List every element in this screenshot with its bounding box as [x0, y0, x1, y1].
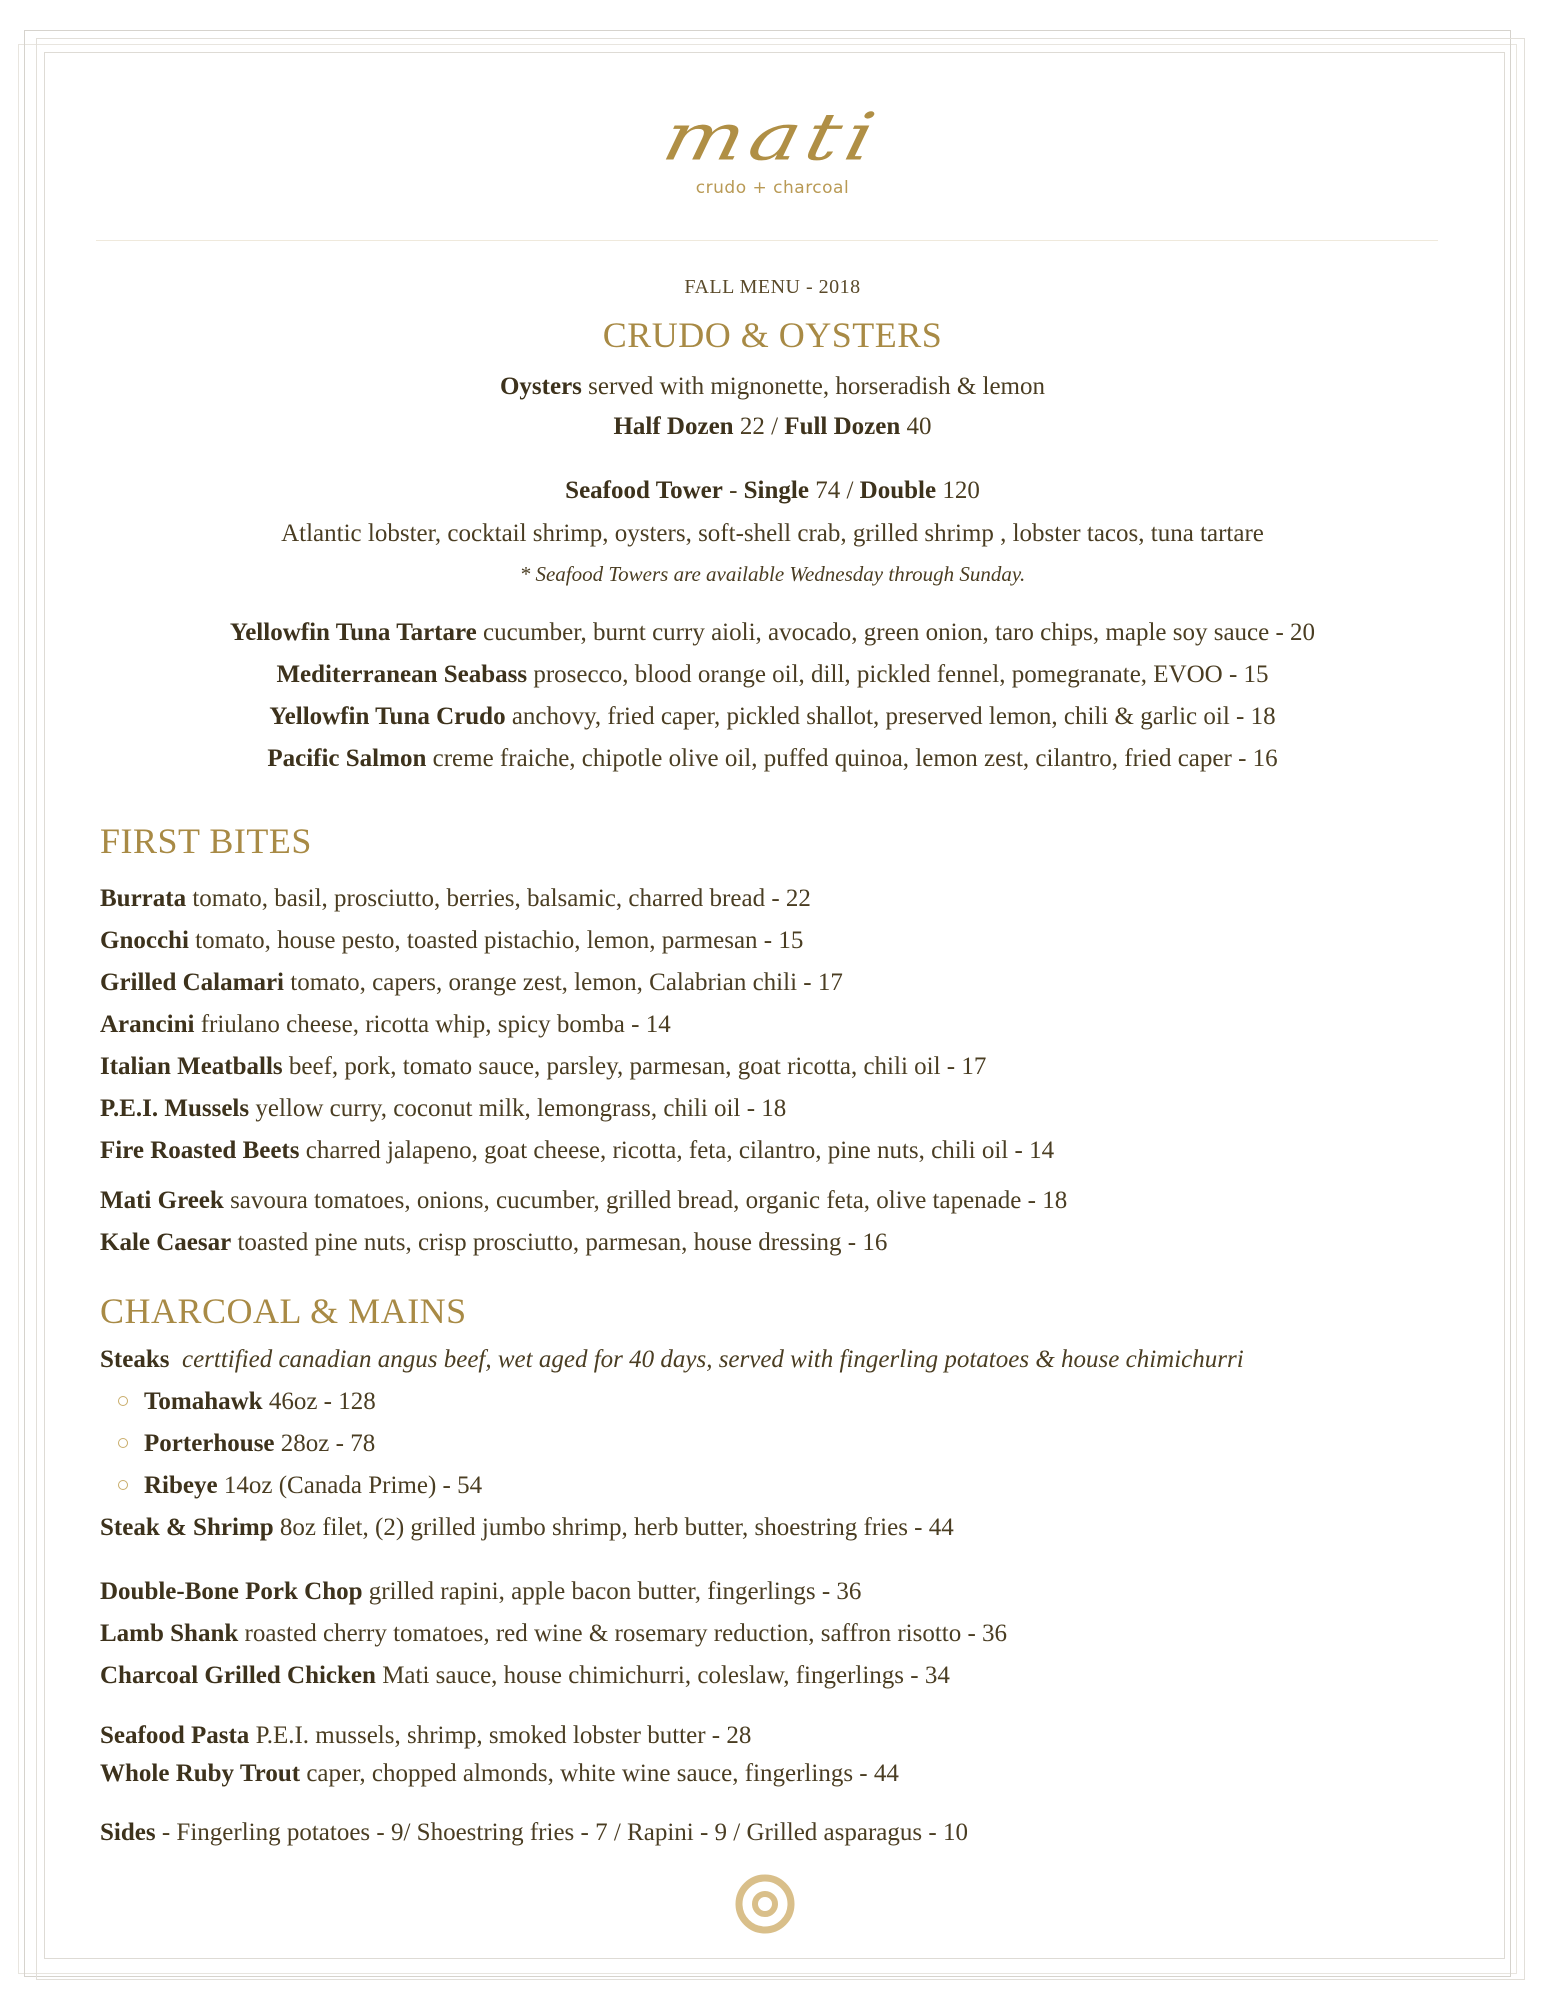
item-name: Kale Caesar	[100, 1229, 232, 1256]
menu-item	[100, 1578, 861, 1606]
item-name: Grilled Calamari	[100, 969, 284, 996]
single-label: Single	[743, 477, 809, 504]
item-name: Mati Greek	[100, 1187, 224, 1214]
sides-line	[100, 1819, 968, 1847]
item-name: Steak & Shrimp	[100, 1514, 274, 1541]
item-name: Whole Ruby Trout	[100, 1760, 301, 1787]
full-dozen-price: 40	[900, 413, 932, 440]
menu-item	[100, 1229, 887, 1257]
section-heading-first-bites: FIRST BITES	[100, 821, 312, 861]
item-name: Gnocchi	[100, 927, 189, 954]
item-name: Charcoal Grilled Chicken	[100, 1662, 376, 1689]
section-heading-mains: CHARCOAL & MAINS	[100, 1291, 467, 1331]
item-name: Ribeye	[144, 1472, 218, 1499]
item-desc: - Fingerling potatoes - 9/ Shoestring fries - 7 / Rapini - 9 / Grilled asparagus - 10	[155, 1819, 968, 1846]
target-emblem-icon	[734, 1873, 796, 1940]
bullet-icon	[118, 1438, 128, 1448]
oysters-line	[0, 373, 1545, 401]
menu-item	[0, 703, 1545, 731]
item-desc: toasted pine nuts, crisp prosciutto, parmesan, house dressing - 16	[231, 1229, 888, 1256]
menu-item	[0, 619, 1545, 647]
item-name: Steaks	[100, 1346, 170, 1373]
item-desc: served with mignonette, horseradish & lemon	[581, 373, 1046, 400]
item-desc: 46oz - 128	[262, 1388, 376, 1415]
item-desc: creme fraiche, chipotle olive oil, puffed quinoa, lemon zest, cilantro, fried caper - 16	[426, 745, 1278, 772]
item-desc: cucumber, burnt curry aioli, avocado, green onion, taro chips, maple soy sauce - 20	[476, 619, 1316, 646]
item-name: Seafood Tower	[565, 477, 723, 504]
seafood-tower-line	[0, 477, 1545, 505]
item-name: Arancini	[100, 1011, 195, 1038]
steak-cut	[118, 1388, 376, 1416]
menu-item	[100, 1620, 1007, 1648]
item-desc: tomato, capers, orange zest, lemon, Calabrian chili - 17	[284, 969, 843, 996]
item-name: Tomahawk	[144, 1388, 263, 1415]
menu-item	[0, 661, 1545, 689]
steaks-line	[100, 1346, 1244, 1374]
bullet-icon	[118, 1396, 128, 1406]
header-divider	[96, 240, 1438, 241]
item-name: Sides	[100, 1819, 156, 1846]
half-dozen-price: 22 /	[733, 413, 785, 440]
menu-item	[100, 1187, 1067, 1215]
item-desc: caper, chopped almonds, white wine sauce, fingerlings - 44	[300, 1760, 899, 1787]
item-name: Porterhouse	[144, 1430, 275, 1457]
menu-item	[100, 885, 811, 913]
double-price: 120	[936, 477, 980, 504]
item-desc: certtified canadian angus beef, wet aged for 40 days, served with fingerling potatoes & house chimichurri	[181, 1346, 1244, 1373]
seafood-tower-desc: Atlantic lobster, cocktail shrimp, oysters, soft-shell crab, grilled shrimp , lobster tacos, tuna tartare	[281, 520, 1264, 547]
double-label: Double	[859, 477, 937, 504]
item-desc: prosecco, blood orange oil, dill, pickled fennel, pomegranate, EVOO - 15	[527, 661, 1269, 688]
menu-item	[100, 927, 803, 955]
item-name: P.E.I. Mussels	[100, 1095, 250, 1122]
item-name: Double-Bone Pork Chop	[100, 1578, 363, 1605]
menu-item	[100, 969, 843, 997]
half-dozen-label: Half Dozen	[613, 413, 734, 440]
item-name: Yellowfin Tuna Tartare	[229, 619, 477, 646]
item-desc: roasted cherry tomatoes, red wine & rosemary reduction, saffron risotto - 36	[238, 1620, 1008, 1647]
item-desc: savoura tomatoes, onions, cucumber, grilled bread, organic feta, olive tapenade - 18	[223, 1187, 1068, 1214]
steak-cut	[118, 1430, 375, 1458]
item-name: Oysters	[499, 373, 582, 400]
item-desc: P.E.I. mussels, shrimp, smoked lobster butter - 28	[249, 1722, 752, 1749]
menu-item	[100, 1722, 751, 1750]
item-desc: 28oz - 78	[274, 1430, 376, 1457]
item-name: Pacific Salmon	[267, 745, 427, 772]
bullet-icon	[118, 1480, 128, 1490]
item-desc: beef, pork, tomato sauce, parsley, parmesan, goat ricotta, chili oil - 17	[282, 1053, 987, 1080]
item-name: Italian Meatballs	[100, 1053, 283, 1080]
item-desc: anchovy, fried caper, pickled shallot, preserved lemon, chili & garlic oil - 18	[505, 703, 1276, 730]
brand-logo	[0, 92, 1545, 198]
item-desc: tomato, house pesto, toasted pistachio, lemon, parmesan - 15	[188, 927, 804, 954]
separator: -	[722, 477, 744, 504]
item-name: Burrata	[100, 885, 187, 912]
menu-season: FALL MENU - 2018	[684, 276, 861, 298]
single-price: 74 /	[808, 477, 860, 504]
item-desc: 14oz (Canada Prime) - 54	[217, 1472, 483, 1499]
item-name: Yellowfin Tuna Crudo	[269, 703, 506, 730]
menu-item	[100, 1011, 671, 1039]
item-desc: grilled rapini, apple bacon butter, fingerlings - 36	[362, 1578, 862, 1605]
item-desc: charred jalapeno, goat cheese, ricotta, feta, cilantro, pine nuts, chili oil - 14	[299, 1137, 1055, 1164]
item-desc: 8oz filet, (2) grilled jumbo shrimp, herb butter, shoestring fries - 44	[273, 1514, 954, 1541]
menu-item	[100, 1760, 899, 1788]
logo-tagline: crudo + charcoal	[695, 178, 850, 198]
menu-item	[0, 745, 1545, 773]
item-desc: Mati sauce, house chimichurri, coleslaw, fingerlings - 34	[375, 1662, 950, 1689]
logo-wordmark: mati	[656, 98, 889, 176]
menu-item	[100, 1137, 1054, 1165]
full-dozen-label: Full Dozen	[784, 413, 901, 440]
section-heading-crudo: CRUDO & OYSTERS	[602, 315, 943, 355]
item-desc: yellow curry, coconut milk, lemongrass, chili oil - 18	[249, 1095, 787, 1122]
item-name: Seafood Pasta	[100, 1722, 250, 1749]
oysters-prices	[0, 413, 1545, 441]
item-name: Mediterranean Seabass	[276, 661, 528, 688]
menu-item	[100, 1514, 954, 1542]
menu-item	[100, 1095, 786, 1123]
item-desc: friulano cheese, ricotta whip, spicy bomba - 14	[194, 1011, 671, 1038]
item-desc: tomato, basil, prosciutto, berries, balsamic, charred bread - 22	[186, 885, 811, 912]
steak-cut	[118, 1472, 482, 1500]
seafood-tower-note: * Seafood Towers are available Wednesday through Sunday.	[519, 562, 1026, 586]
item-name: Lamb Shank	[100, 1620, 239, 1647]
menu-item	[100, 1662, 950, 1690]
item-name: Fire Roasted Beets	[100, 1137, 300, 1164]
menu-item	[100, 1053, 986, 1081]
